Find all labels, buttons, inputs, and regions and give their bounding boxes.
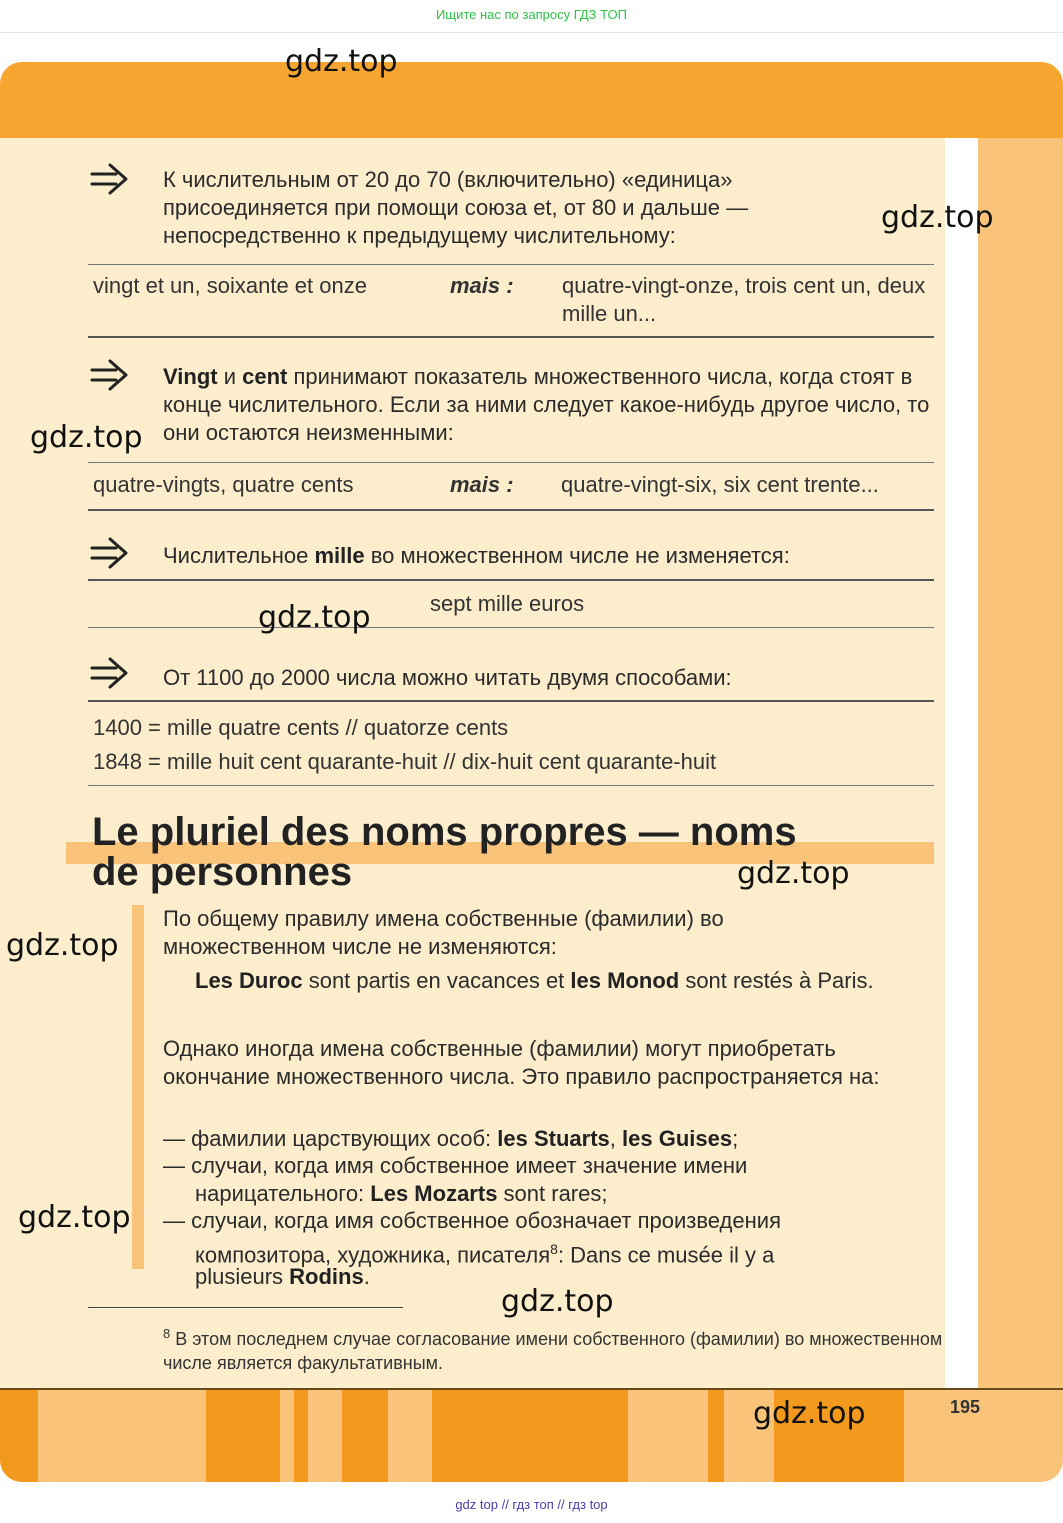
paragraph-2: Однако иногда имена собственные (фамилии) могут приобретать окончание множественного числа. Это правило распространяется на: [163, 1036, 880, 1089]
footer-band [0, 1388, 1063, 1482]
header-band [0, 62, 1063, 138]
mais-label: mais : [450, 472, 514, 497]
watermark: gdz.top [737, 856, 850, 891]
divider [88, 462, 934, 463]
rule-3-text: Числительное mille во множественном числе не изменяется: [163, 543, 790, 568]
list-item: — фамилии царствующих особ: les Stuarts, les Guises; [163, 1126, 739, 1151]
arrow-right-icon [88, 656, 130, 692]
arrow-right-icon [88, 162, 130, 198]
divider [88, 509, 934, 511]
section-heading: Le pluriel des noms propres — noms de personnes [92, 810, 797, 894]
rule-2-example-left: quatre-vingts, quatre cents [93, 472, 354, 497]
list-item: — случаи, когда имя собственное имеет значение имени [163, 1153, 748, 1178]
list-item: — случаи, когда имя собственное обозначает произведения [163, 1208, 781, 1233]
rule-1-example-left: vingt et un, soixante et onze [93, 273, 367, 298]
side-band [978, 138, 1063, 1390]
rule-4-text: От 1100 до 2000 числа можно читать двумя способами: [163, 665, 732, 690]
list-item-continuation: композитора, художника, писателя$^8$: Dans ce musée il y a [195, 1241, 775, 1268]
watermark: gdz.top [30, 420, 143, 455]
divider [88, 579, 934, 581]
side-accent-bar [132, 905, 144, 1269]
margin-strip [945, 138, 978, 1390]
paragraph-1: По общему правилу имена собственные (фамилии) во множественном числе не изменяются: [163, 906, 724, 959]
footnote: $^8$ В этом последнем случае согласование имени собственного (фамилии) во множественном числе является факультативным. [163, 1326, 943, 1373]
rule-2-example-right: quatre-vingt-six, six cent trente... [561, 472, 879, 497]
list-item-continuation: plusieurs Rodins. [195, 1264, 370, 1289]
divider [88, 700, 934, 702]
bottom-banner-links[interactable]: gdz top // гдз топ // гдз top [455, 1497, 608, 1512]
watermark: gdz.top [501, 1284, 614, 1319]
arrow-right-icon [88, 358, 130, 394]
divider [88, 627, 934, 628]
arrow-right-icon [88, 536, 130, 572]
rule-3-example: sept mille euros [430, 591, 585, 616]
divider [88, 264, 934, 265]
watermark: gdz.top [881, 200, 994, 235]
watermark: gdz.top [285, 44, 398, 79]
rule-2-text: Vingt и cent принимают показатель множественного числа, когда стоят в конце числительного. Если за ними следует какое-нибудь другое число, то они остаются неизменными: [163, 364, 930, 445]
rule-1-example-right: quatre-vingt-onze, trois cent un, deux mille un... [562, 273, 926, 326]
footnote-divider [88, 1307, 403, 1308]
watermark: gdz.top [258, 600, 371, 635]
divider [88, 336, 934, 338]
page-number: 195 [950, 1397, 981, 1417]
top-banner-text[interactable]: Ищите нас по запросу ГДЗ ТОП [436, 7, 627, 22]
rule-1-text: К числительным от 20 до 70 (включительно) «единица» присоединяется при помощи союза et, от 80 и дальше — непосредственно к предыдущему числительному: [163, 167, 749, 248]
list-item-continuation: нарицательного: Les Mozarts sont rares; [195, 1181, 608, 1206]
rule-4-example-2: 1848 = mille huit cent quarante-huit // dix-huit cent quarante-huit [93, 749, 717, 774]
rule-4-example-1: 1400 = mille quatre cents // quatorze cents [93, 715, 509, 740]
watermark: gdz.top [6, 928, 119, 963]
mais-label: mais : [450, 273, 514, 298]
watermark: gdz.top [18, 1200, 131, 1235]
divider [88, 785, 934, 786]
example-sentence: Les Duroc sont partis en vacances et les Monod sont restés à Paris. [195, 968, 874, 993]
watermark: gdz.top [753, 1396, 866, 1431]
